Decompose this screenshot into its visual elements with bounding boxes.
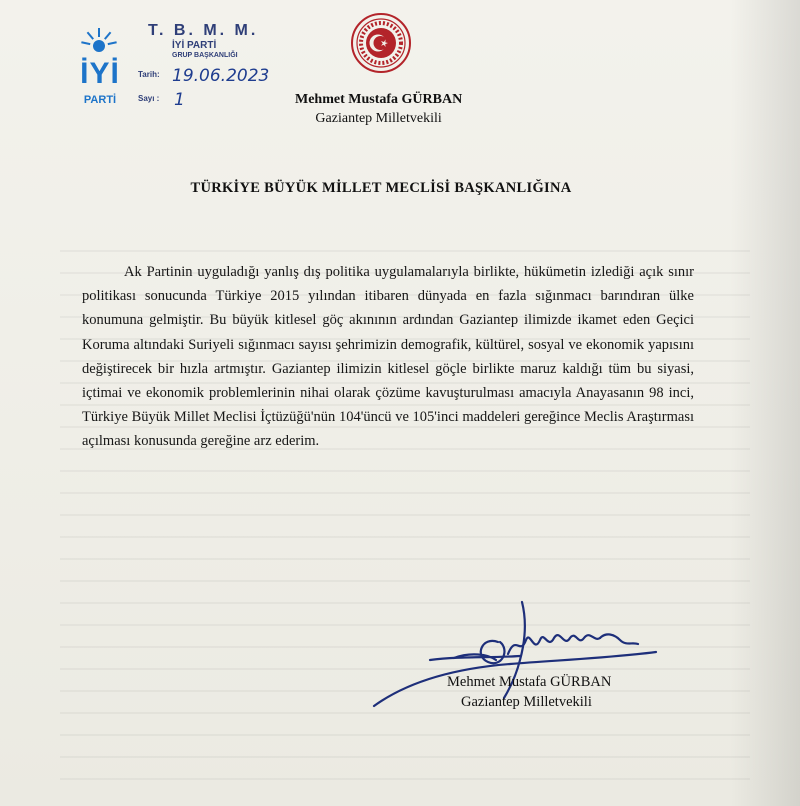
party-logo-sub: PARTİ	[83, 94, 117, 106]
body-paragraph: Ak Partinin uyguladığı yanlış dış politika uygulamalarıyla birlikte, hükümetin izlediği açık sınır politikası sonucunda Türkiye 2015 yılından itibaren dünyada en fazla sığınmacı barındıran ülke konumuna gelmiştir. Bu büyük kitlesel göç akınının ardından Gaziantep ilimizde ikamet eden Geçici Koruma altındaki Suriyeli sığınmacı sayısı şehrimizin demografik, kültürel, sosyal ve ekonomik yapısını değiştirecek bir hızla artmıştır. Gaziantep ilimizin kitlesel göçle birlikte maruz kaldığı tüm bu siyasi, içtimai ve ekonomik problemlerinin nihai olarak çözüme kavuşturulması amacıyla Anayasanın 98 inci, Türkiye Büyük Millet Meclisi İçtüzüğü'nün 104'üncü ve 105'inci maddeleri gereğince Meclis Araştırması açılması konusunda gereğine arz ederim.	[82, 264, 694, 450]
sender-name: Mehmet Mustafa GÜRBAN	[295, 92, 463, 107]
page-edge-shadow	[730, 0, 800, 806]
document-body	[82, 260, 694, 454]
stamp-line-3: GRUP BAŞKANLIĞI	[172, 52, 238, 59]
stamp-date-label: Tarih:	[138, 70, 160, 79]
closing-block	[447, 672, 611, 712]
party-logo	[70, 22, 130, 107]
party-logo-text: İYİ	[80, 57, 120, 90]
stamp-line-2: İYİ PARTİ	[172, 40, 217, 51]
stamp-number-label: Sayı :	[138, 94, 160, 103]
sender-title: Gaziantep Milletvekili	[315, 111, 442, 126]
signatory-title: Gaziantep Milletvekili	[461, 694, 592, 710]
signatory-name: Mehmet Mustafa GÜRBAN	[447, 674, 612, 690]
stamp-number-value: 1	[174, 90, 185, 110]
stamp-date-value: 19.06.2023	[172, 66, 270, 86]
document-heading: TÜRKİYE BÜYÜK MİLLET MECLİSİ BAŞKANLIĞINA	[190, 180, 572, 196]
tbmm-emblem-icon	[350, 12, 412, 74]
stamp-line-1: T. B. M. M.	[148, 22, 259, 39]
sun-star-icon	[79, 22, 119, 62]
sender-block	[295, 92, 462, 127]
